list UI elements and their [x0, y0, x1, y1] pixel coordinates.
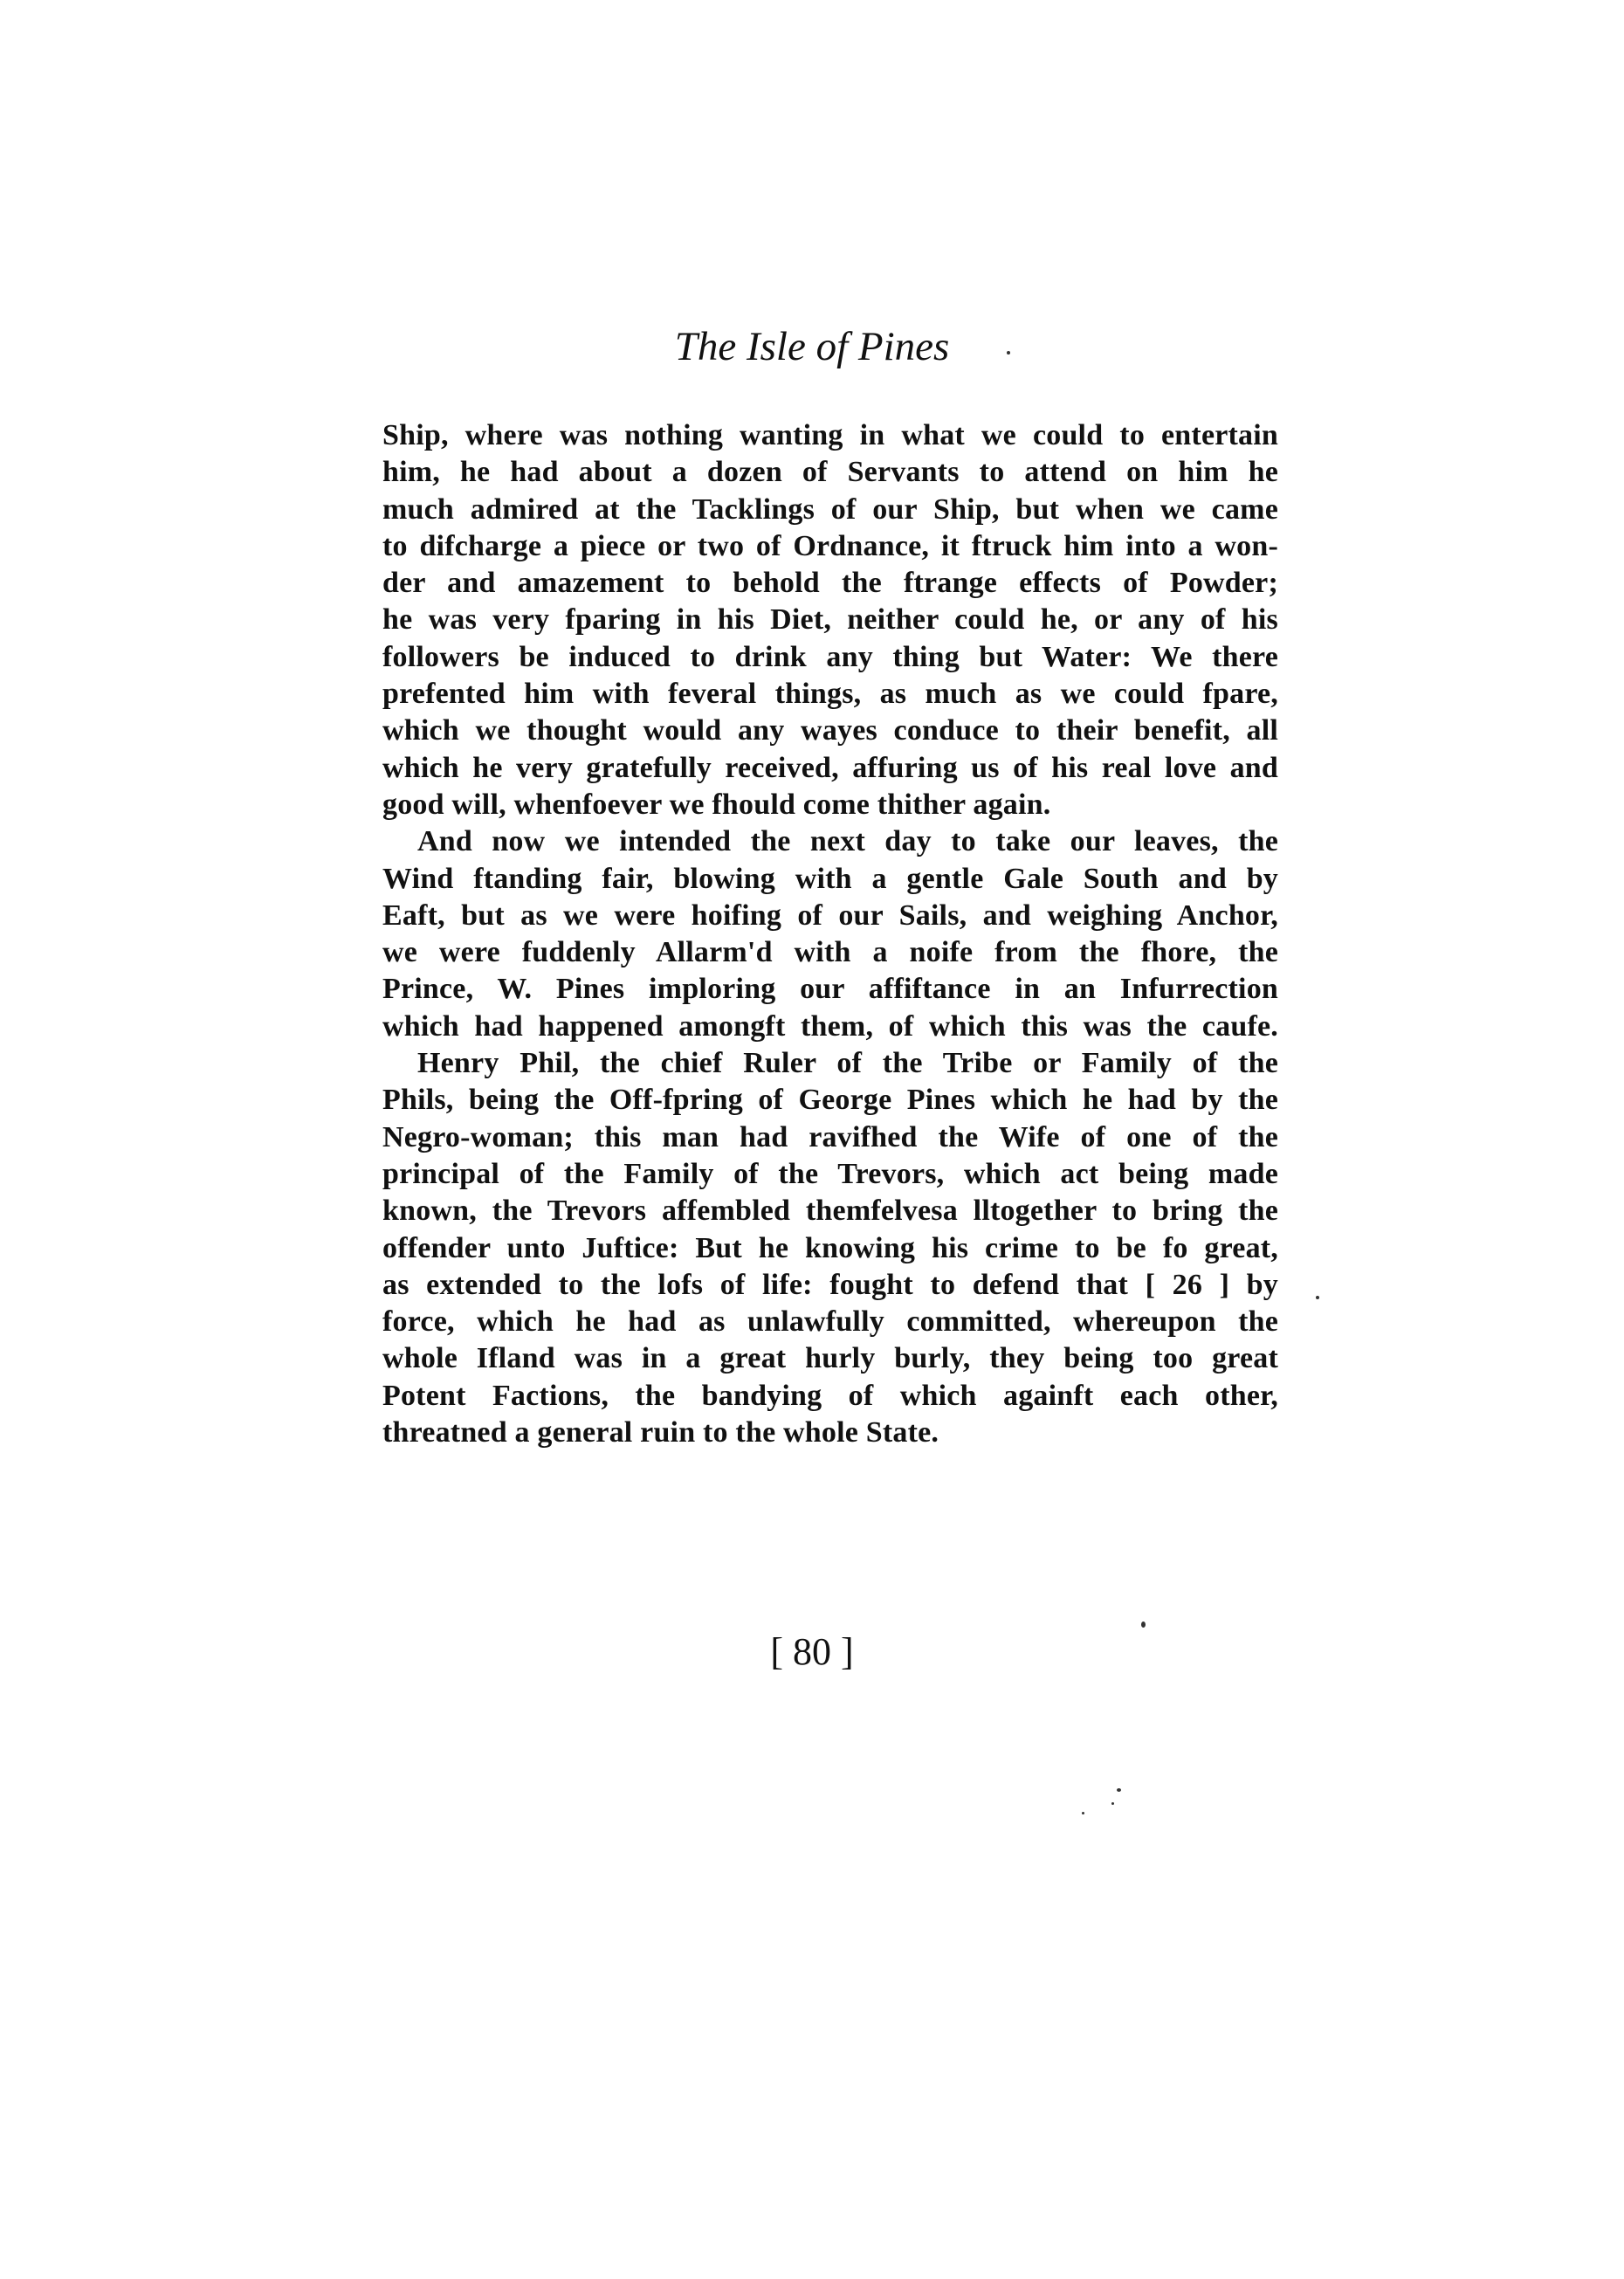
- page-number: [ 80 ]: [770, 1630, 854, 1673]
- text-line: to difcharge a piece or two of Ordnance, it ftruck him into a won-: [382, 529, 1278, 562]
- body-text: [382, 417, 1278, 1451]
- text-line: as extended to the lofs of life: fought to defend that [ 26 ] by: [382, 1268, 1278, 1301]
- text-line: whole Ifland was in a great hurly burly, they being too great: [382, 1342, 1278, 1375]
- text-line: Eaft, but as we were hoifing of our Sails, and weighing Anchor,: [382, 899, 1278, 932]
- text-line: prefented him with feveral things, as much as we could fpare,: [382, 678, 1278, 711]
- text-line: Wind ftanding fair, blowing with a gentle Gale South and by: [382, 862, 1278, 895]
- text-line: known, the Trevors affembled themfelvesa lltogether to bring the: [382, 1195, 1278, 1228]
- text-line: And now we intended the next day to take our leaves, the: [417, 825, 1278, 858]
- text-line: followers be induced to drink any thing but Water: We there: [382, 640, 1278, 673]
- text-line: principal of the Family of the Trevors, which act being made: [382, 1157, 1278, 1190]
- text-line: he was very fparing in his Diet, neither could he, or any of his: [382, 603, 1278, 637]
- running-head: The Isle of Pines: [674, 324, 950, 369]
- text-line: threatned a general ruin to the whole State.: [382, 1416, 939, 1449]
- text-line: much admired at the Tacklings of our Ship, but when we came: [382, 492, 1278, 526]
- text-line: which he very gratefully received, affuring us of his real love and: [382, 751, 1278, 784]
- text-line: which we thought would any wayes conduce to their benefit, all: [382, 714, 1278, 747]
- scan-speck: [1141, 1621, 1146, 1628]
- scan-speck: [1316, 1296, 1319, 1299]
- text-line: good will, whenfoever we fhould come thither again.: [382, 788, 1051, 821]
- scan-speck: [1007, 351, 1010, 355]
- scan-speck: [1111, 1802, 1114, 1805]
- text-line: him, he had about a dozen of Servants to attend on him he: [382, 456, 1278, 489]
- text-line: force, which he had as unlawfully committed, whereupon the: [382, 1305, 1278, 1339]
- text-line: Prince, W. Pines imploring our affiftance in an Infurrection: [382, 973, 1278, 1006]
- text-line: Ship, where was nothing wanting in what we could to entertain: [382, 419, 1278, 451]
- text-line: der and amazement to behold the ftrange effects of Powder;: [382, 567, 1278, 600]
- scan-speck: [1117, 1788, 1121, 1792]
- scan-speck: [1082, 1812, 1084, 1814]
- text-line: which had happened amongft them, of which this was the caufe.: [382, 1009, 1278, 1043]
- text-line: we were fuddenly Allarm'd with a noife from the fhore, the: [382, 936, 1278, 969]
- text-line: Negro-woman; this man had ravifhed the Wife of one of the: [382, 1120, 1278, 1153]
- text-line: Henry Phil, the chief Ruler of the Tribe or Family of the: [417, 1047, 1278, 1080]
- text-line: offender unto Juftice: But he knowing his crime to be fo great,: [382, 1231, 1278, 1264]
- text-line: Phils, being the Off-fpring of George Pines which he had by the: [382, 1084, 1278, 1117]
- text-line: Potent Factions, the bandying of which againft each other,: [382, 1379, 1278, 1412]
